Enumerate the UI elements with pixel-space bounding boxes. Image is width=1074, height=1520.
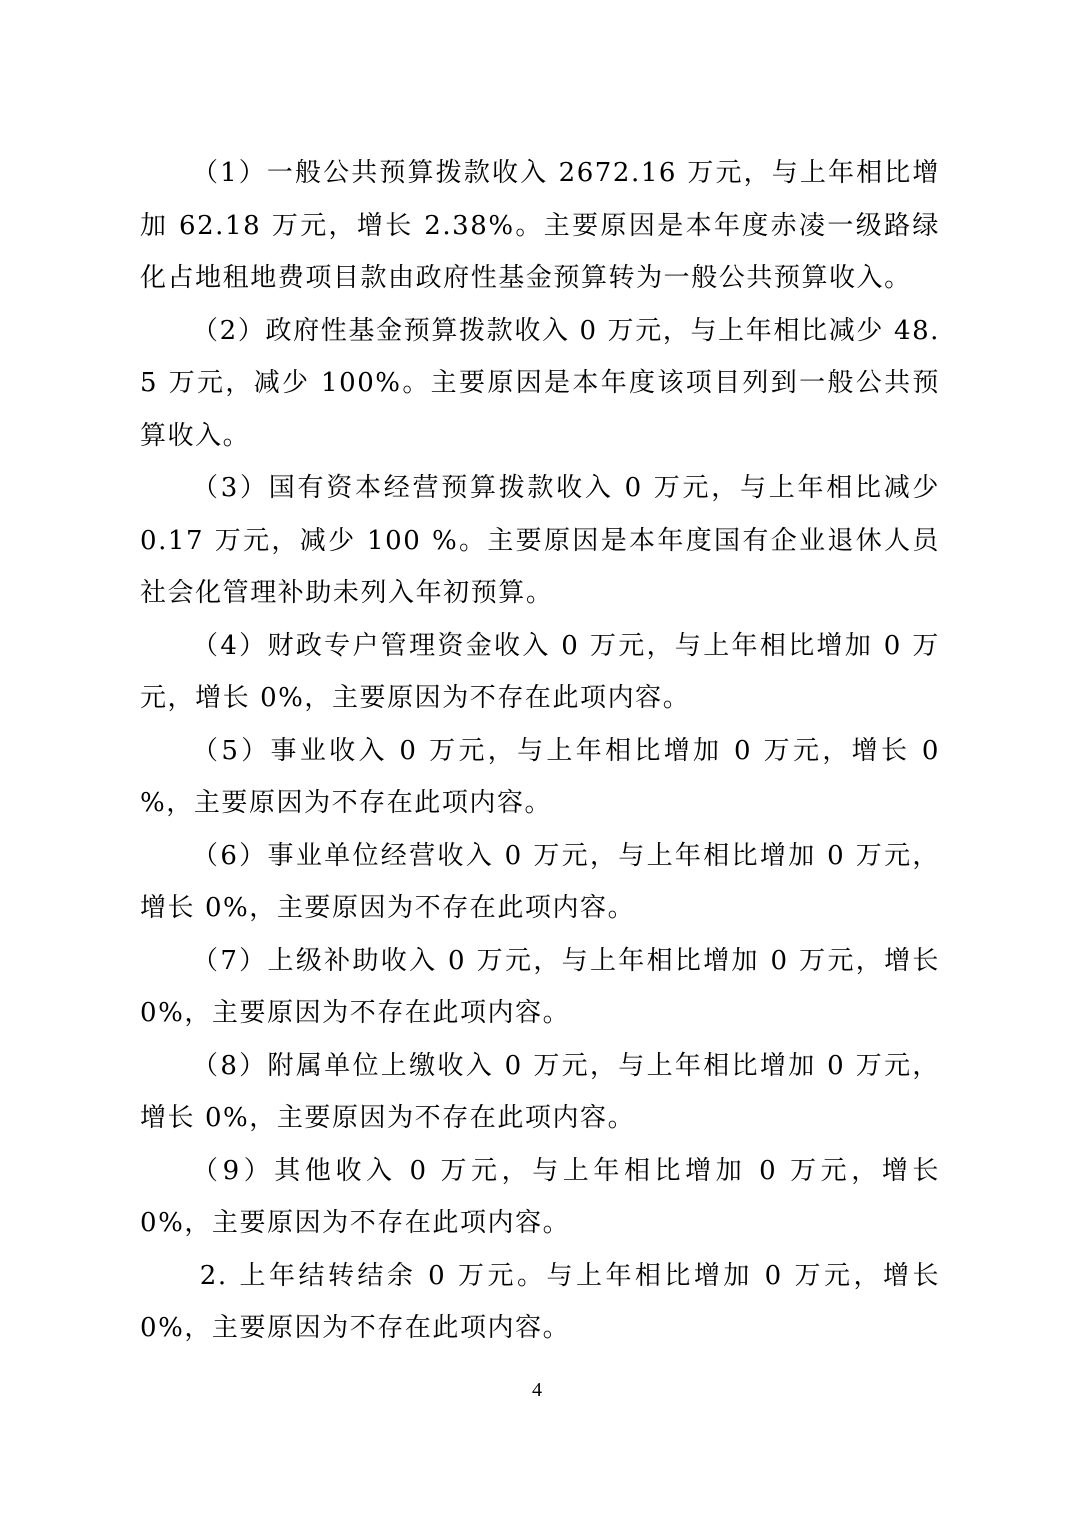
paragraph-special-account: （4）财政专户管理资金收入 0 万元，与上年相比增加 0 万元，增长 0%，主要原因为不存在此项内容。 [140,630,940,713]
paragraph-other-income: （9）其他收入 0 万元，与上年相比增加 0 万元，增长 0%，主要原因为不存在此项内容。 [140,1155,940,1238]
page-number: 4 [532,1379,542,1401]
paragraph-superior-subsidy: （7）上级补助收入 0 万元，与上年相比增加 0 万元，增长 0%，主要原因为不存在此项内容。 [140,945,940,1028]
paragraph-business-income: （5）事业收入 0 万元，与上年相比增加 0 万元，增长 0 %，主要原因为不存在此项内容。 [140,735,940,818]
paragraph-affiliated-payments: （8）附属单位上缴收入 0 万元，与上年相比增加 0 万元，增长 0%，主要原因为不存在此项内容。 [140,1050,940,1133]
paragraph-state-capital-budget: （3）国有资本经营预算拨款收入 0 万元，与上年相比减少 0.17 万元，减少 100 %。主要原因是本年度国有企业退休人员社会化管理补助未列入年初预算。 [140,473,940,608]
paragraph-fund-budget: （2）政府性基金预算拨款收入 0 万元，与上年相比减少 48.5 万元，减少 100%。主要原因是本年度该项目列到一般公共预算收入。 [140,315,940,451]
paragraph-operating-income: （6）事业单位经营收入 0 万元，与上年相比增加 0 万元，增长 0%，主要原因为不存在此项内容。 [140,840,940,923]
document-body [140,147,940,1355]
paragraph-general-budget: （1）一般公共预算拨款收入 2672.16 万元，与上年相比增加 62.18 万元，增长 2.38%。主要原因是本年度赤凌一级路绿化占地租地费项目款由政府性基金预算转为一般公共预算收入。 [140,158,940,293]
paragraph-carryover-balance: 2. 上年结转结余 0 万元。与上年相比增加 0 万元，增长 0%，主要原因为不存在此项内容。 [140,1260,940,1343]
